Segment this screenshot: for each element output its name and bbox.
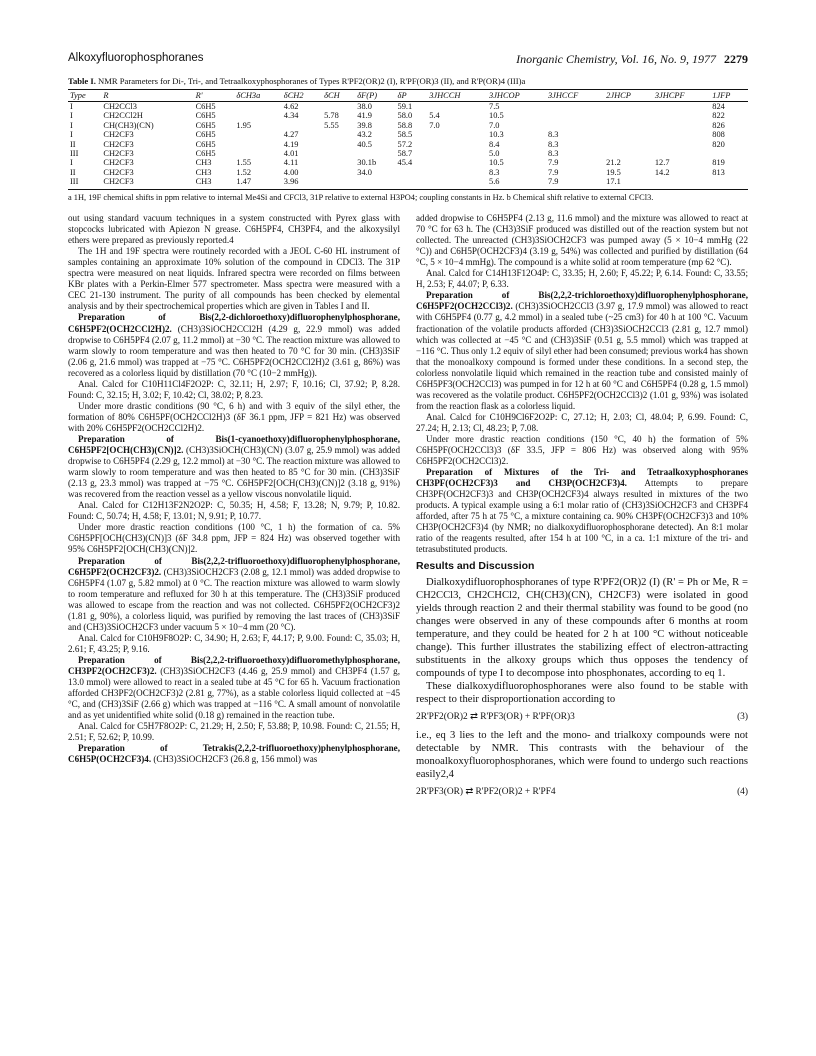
table-cell <box>282 121 322 130</box>
table-cell: 5.6 <box>487 177 546 189</box>
table-cell: 39.8 <box>357 120 372 130</box>
body-paragraph <box>68 522 400 555</box>
table-cell: CH2CCl3 <box>103 102 137 111</box>
paragraph-text: Under more drastic conditions (90 °C, 6 h) and with 3 equiv of the silyl ether, the formation of 80% C6H5PF(OCH2CCl2H)3 (δF 36.1 ppm, JFP = 821 Hz) was observed with 20% C6H5PF2(OCH2CCl2H)2. <box>68 400 400 433</box>
journal-citation: Inorganic Chemistry, Vol. 16, No. 9, 1977 <box>516 52 716 66</box>
table-cell: 38.0 <box>357 102 372 111</box>
table-header-cell: 2JHCP <box>604 90 653 102</box>
table-cell <box>604 140 653 149</box>
table-cell <box>427 158 487 167</box>
table-cell: 1.95 <box>236 120 252 130</box>
table-cell <box>710 149 748 158</box>
table-cell <box>427 102 487 112</box>
table-cell: CH3 <box>195 158 212 168</box>
table-cell <box>322 158 355 167</box>
equation-4-number: (4) <box>737 786 748 797</box>
table-cell: 7.9 <box>547 158 559 168</box>
table-cell <box>322 149 355 158</box>
table-label: Table I. <box>68 76 96 86</box>
table-cell: 7.5 <box>489 102 500 111</box>
table-cell <box>396 168 428 177</box>
table-cell <box>604 149 653 158</box>
table-cell: 4.62 <box>283 102 299 111</box>
body-paragraph <box>416 467 748 555</box>
table-header-cell: Type <box>68 90 101 102</box>
table-row <box>68 177 748 189</box>
right-column <box>416 213 748 804</box>
table-cell <box>604 121 653 130</box>
table-cell <box>234 140 281 149</box>
table-row <box>68 158 748 167</box>
table-cell <box>234 102 281 112</box>
body-paragraph <box>416 412 748 434</box>
table-cell: 822 <box>712 111 725 121</box>
table-caption <box>68 76 748 87</box>
table-cell: 7.9 <box>547 167 559 177</box>
table-cell: CH3 <box>194 177 235 189</box>
table-header-cell: 3JHCCH <box>427 90 487 102</box>
table-cell: III <box>68 177 101 189</box>
table-cell: 4.27 <box>283 130 299 140</box>
paragraph-text: Attempts to prepare CH3PF(OCH2CF3)3 and CH3P(OCH2CF3)4 always resulted in mixtures of the two products. A typical example using a 6:1 molar ratio of (CH3)3SiOCH2CF3 and CH3PF4 afforded, after 75 h at 75 °C, a mixture containing ca. 90% CH3PF(OCH2CF3)3 and 10% CH3P(OCH2CF3)4 (by NMR; no dialkoxydifluorophosphorane detected). An 8:1 molar ratio of the reagents resulted, after 154 h at 100 °C, in a ca. 1:1 mixture of the tri- and tetrasubstituted products. <box>416 478 748 555</box>
table-header-cell: δF(P) <box>355 90 395 102</box>
table-cell: 4.19 <box>283 139 299 149</box>
table-cell <box>427 177 487 189</box>
body-paragraph <box>68 655 400 721</box>
paragraph-heading: Preparation of Bis(1-cyanoethoxy)difluorophenylphosphorane, C6H5PF2[OCH(CH3)(CN)]2. <box>68 434 400 456</box>
body-paragraph <box>416 290 748 412</box>
body-paragraph <box>68 743 400 765</box>
table-footnote: a 1H, 19F chemical shifts in ppm relative to internal Me4Si and CFCl3, 31P relative to external H3PO4; coupling constants in Hz. b Chemical shift relative to external CFCl3. <box>68 192 654 202</box>
table-cell: 8.3 <box>489 167 500 177</box>
paragraph-heading: Preparation of Bis(2,2,2-trifluoroethoxy)difluorophenylphosphorane, C6H5PF2(OCH2CF3)2. <box>68 555 400 577</box>
table-cell <box>355 177 395 189</box>
table-cell: 14.2 <box>654 167 670 177</box>
body-paragraph <box>68 213 400 246</box>
table-cell: 58.0 <box>397 111 413 121</box>
table-cell: III <box>70 149 79 159</box>
table-cell: 1.52 <box>236 167 252 177</box>
table-cell <box>546 111 604 120</box>
table-cell <box>653 149 710 158</box>
table-cell <box>653 177 710 189</box>
table-header-row <box>68 90 748 102</box>
table-cell <box>355 149 395 158</box>
table-cell: 826 <box>712 120 725 130</box>
paragraph-heading: Preparation of Bis(2,2,2-trichloroethoxy)difluorophenylphosphorane, C6H5PF2(OCH2CCl3)2. <box>416 290 748 312</box>
body-paragraph <box>68 246 400 312</box>
table-cell: 8.3 <box>547 149 559 159</box>
results-paragraph: Dialkoxydifluorophosphoranes of type R'PF2(OR)2 (I) (R' = Ph or Me, R = CH2CCl3, CH2CHCl2, CH(CH3)(CN), CH2CF3) were isolated in good yields through reaction 2 and their thermal stability was found to be good (no changes were observed in any of these compounds after 6 months at room temperature, and they could be heated for 2 h at 100 °C without noticeable change). This further illustrates the stabilizing effect of electron-attracting substituents in the alkoxy groups which thus opposes the tendency of compounds of type I to decompose into phosphonates, according to eq 1. <box>416 576 748 679</box>
table-cell <box>653 130 710 139</box>
table-header-cell: R' <box>194 90 235 102</box>
table-row <box>68 121 748 130</box>
table-cell: I <box>70 120 73 130</box>
paragraph-text: Anal. Calcd for C10H11Cl4F2O2P: C, 32.11; H, 2.97; F, 10.16; Cl, 37.92; P, 8.28. Found: C, 32.15; H, 3.02; F, 10.42; Cl, 38.02; P, 8.23. <box>68 378 400 400</box>
table-cell: 12.7 <box>654 158 670 168</box>
table-cell <box>546 121 604 130</box>
table-cell: CH2CF3 <box>103 139 134 149</box>
paragraph-heading: Preparation of Bis(2,2-dichloroethoxy)difluorophenylphosphorane, C6H5PF2(OCH2CCl2H)2. <box>68 312 400 334</box>
table-cell <box>546 102 604 112</box>
paragraph-heading: Preparation of Tetrakis(2,2,2-trifluoroethoxy)phenylphosphorane, C6H5P(OCH2CF3)4. <box>68 743 400 765</box>
table-row <box>68 168 748 177</box>
table-cell: CH3 <box>195 167 212 177</box>
table-row <box>68 102 748 112</box>
paragraph-heading: Preparation of Bis(2,2,2-trifluoroethoxy)difluoromethylphosphorane, CH3PF2(OCH2CF3)2. <box>68 654 400 676</box>
equation-3-number: (3) <box>737 711 748 722</box>
results-text <box>416 576 748 706</box>
paragraph-text: (CH3)3SiOCH2CCl3 (3.97 g, 17.9 mmol) was allowed to react with C6H5PF4 (0.77 g, 4.2 mmol) in a sealed tube (~25 cm3) for 40 h at 100 °C. Vacuum fractionation of the volatile products afforded (CH3)3SiOCH2CCl3 (2.81 g, 12.7 mmol) which was collected at −45 °C and (CH3)3SiF (0.51 g, 5.5 mmol) which was trapped at −116 °C. Thus only 1.2 equiv of silyl ether had been consumed; previous work4 has shown that the monoalkoxy compound is formed under these conditions. In a second step, the colorless nonvolatile liquid which remained in the reaction tube and consisted mainly of C6H5PF3(OCH2CCl3) was pumped in for 12 h at 60 °C and C6H5PF4 (0.28 g, 1.5 mmol) was recovered as the volatile product. C6H5PF2(OCH2CCl3)2 (1.01 g, 93%) was isolated from the reaction flask as a colorless liquid. <box>416 301 748 411</box>
table-cell: 58.8 <box>397 120 413 130</box>
table-cell: CH2CCl2H <box>103 111 143 121</box>
table-cell: 820 <box>712 139 725 149</box>
paragraph-text: Anal. Calcd for C12H13F2N2O2P: C, 50.35; H, 4.58; F, 13.28; N, 9.79; P, 10.82. Found: C, 50.74; H, 4.58; F, 13.01; N, 9.91; P, 10.77. <box>68 500 400 522</box>
table-cell: 824 <box>712 102 725 111</box>
table-cell <box>604 130 653 139</box>
paragraph-text: (CH3)3SiOCH2CF3 (2.08 g, 12.1 mmol) was added dropwise to C6H5PF4 (1.07 g, 5.82 mmol) at 0 °C. The reaction mixture was allowed to warm slowly to room temperature and refluxed for 30 h at this temperature. The (CH3)3SiF produced was allowed to escape from the reaction and was not collected. C6H5PF2(OCH2CF3)2 (1.81 g, 90%), a colorless liquid, was purified by removing the last traces of (CH3)3SiF and (CH3)3SiOCH2CF3 under vacuum 5 × 10−4 mm (20 °C). <box>68 566 400 632</box>
body-paragraph <box>68 434 400 500</box>
table-header-cell: R <box>101 90 193 102</box>
table-cell <box>604 111 653 120</box>
body-paragraph <box>68 401 400 434</box>
table-cell <box>234 130 281 139</box>
table-row <box>68 140 748 149</box>
table-cell: 19.5 <box>606 167 621 177</box>
paragraph-text: added dropwise to C6H5PF4 (2.13 g, 11.6 mmol) and the mixture was allowed to react at 70 °C for 63 h. The (CH3)3SiF produced was distilled out of the reaction system but not collected. The unreacted (CH3)3SiOCH2CF3 was pumped away (5 × 10−4 mmHg (22 °C)) and C6H5P(OCH2CF3)4 (3.19 g, 54%) was collected and purified by distillation (64 °C, 5 × 10−4 mmHg). The compound is a white solid at room temperature (mp 62 °C). <box>416 213 748 268</box>
table-cell <box>710 177 748 189</box>
table-cell: 40.5 <box>357 139 372 149</box>
body-paragraph <box>68 721 400 743</box>
paragraph-text: (CH3)3SiOCH2CF3 (26.8 g, 156 mmol) was <box>151 754 318 765</box>
body-paragraph <box>68 379 400 401</box>
table-cell: 57.2 <box>397 139 413 149</box>
table-cell <box>427 149 487 158</box>
table-cell: 7.0 <box>429 120 440 130</box>
table-cell: II <box>70 167 76 177</box>
table-cell: 808 <box>712 130 725 140</box>
table-cell: I <box>70 130 73 140</box>
body-paragraph <box>68 312 400 378</box>
paragraph-text: out using standard vacuum techniques in a system constructed with Pyrex glass with stopcocks lubricated with Apiezon N grease. C6H5PF4, CH3PF4, and the alkoxysilyl ethers were prepared as previously reported.4 <box>68 213 400 246</box>
table-cell: 1.47 <box>234 177 281 189</box>
paragraph-text: Under more drastic reaction conditions (150 °C, 40 h) the formation of 5% C6H5PF(OCH2CCl3)3 (δF 33.5, JFP = 806 Hz) was observed along with 95% C6H5PF2(OCH2CCl3)2. <box>416 434 748 467</box>
table-cell: CH2CF3 <box>101 177 193 189</box>
table-cell: 8.3 <box>547 130 559 140</box>
nmr-table <box>68 89 748 190</box>
table-cell: C6H5 <box>195 149 216 159</box>
paragraph-text: Anal. Calcd for C14H13F12O4P: C, 33.35; H, 2.60; F, 45.22; P, 6.14. Found: C, 33.55; H, 2.53; F, 44.07; P, 6.33. <box>416 268 748 290</box>
table-body <box>68 102 748 190</box>
table-cell: 5.4 <box>429 111 440 121</box>
table-cell: 4.00 <box>283 167 299 177</box>
table-cell: 21.2 <box>606 158 621 168</box>
paragraph-text: Anal. Calcd for C5H7F8O2P: C, 21.29; H, 2.50; F, 53.88; P, 10.98. Found: C, 21.55; H, 2.51; F, 52.62; P, 10.99. <box>68 721 400 743</box>
table-cell <box>653 140 710 149</box>
table-cell: 8.4 <box>489 139 500 149</box>
table-cell: C6H5 <box>195 120 216 130</box>
table-header-cell: δCH2 <box>282 90 322 102</box>
table-cell: 30.1b <box>357 158 377 168</box>
header-journal <box>516 52 748 70</box>
paragraph-text: Anal. Calcd for C10H9Cl6F2O2P: C, 27.12; H, 2.03; Cl, 48.04; P, 6.99. Found: C, 27.24; H, 2.13; Cl, 48.23; P, 7.08. <box>416 411 748 433</box>
header-title: Alkoxyfluorophosphoranes <box>68 52 204 64</box>
table-cell <box>322 168 355 177</box>
page-number: 2279 <box>724 52 748 66</box>
table-row <box>68 130 748 139</box>
table-cell: 813 <box>712 167 725 177</box>
left-column <box>68 213 400 804</box>
table-title: NMR Parameters for Di-, Tri-, and Tetraalkoxyphosphoranes of Types R'PF2(OR)2 (I), R'PF(OR)3 (II), and R'P(OR)4 (III)a <box>98 76 526 86</box>
table-cell: 45.4 <box>397 158 413 168</box>
body-paragraph <box>416 213 748 268</box>
table-cell: 7.0 <box>489 120 500 130</box>
table-cell <box>427 168 487 177</box>
table-cell: C6H5 <box>195 130 216 140</box>
equation-4 <box>416 787 748 798</box>
table-header-cell: 3JHCPF <box>653 90 710 102</box>
table-cell: 34.0 <box>357 167 372 177</box>
table-cell: 5.78 <box>324 111 339 121</box>
table-header-cell: 3JHCCF <box>546 90 604 102</box>
table-cell: 1.55 <box>236 158 252 168</box>
paragraph-text: Anal. Calcd for C10H9F8O2P: C, 34.90; H, 2.63; F, 44.17; P, 9.00. Found: C, 35.03; H, 2.61; F, 43.25; P, 9.16. <box>68 632 400 654</box>
table-cell: 5.0 <box>489 149 500 159</box>
paragraph-heading: Preparation of Mixtures of the Tri- and Tetraalkoxyphosphoranes CH3PF(OCH2CF3)3 and CH3P(OCH2CF3)4. <box>416 467 748 489</box>
table-cell: 43.2 <box>357 130 372 140</box>
table-cell: I <box>70 158 73 168</box>
table-cell: C6H5 <box>195 102 216 111</box>
table-header-cell: δCH3a <box>234 90 281 102</box>
table-header-cell: δCH <box>322 90 355 102</box>
equation-4-text: 2R'PF3(OR) ⇄ R'PF2(OR)2 + R'PF4 <box>416 786 556 797</box>
table-row <box>68 111 748 120</box>
table-cell: 59.1 <box>397 102 413 111</box>
table-header-cell: δP <box>396 90 428 102</box>
body-paragraph <box>68 500 400 522</box>
equation-3-text: 2R'PF2(OR)2 ⇄ R'PF3(OR) + R'PF(OR)3 <box>416 711 575 722</box>
table-cell: 7.9 <box>546 177 604 189</box>
results-paragraph: These dialkoxydifluorophosphoranes were also found to be stable with respect to their disproportionation according to <box>416 680 748 705</box>
table-cell: 5.55 <box>324 120 339 130</box>
table-cell <box>322 177 355 189</box>
table-cell: 10.5 <box>489 111 504 121</box>
table-cell: 4.01 <box>283 149 299 159</box>
table-cell <box>234 149 281 158</box>
running-header <box>68 52 748 70</box>
table-cell: 4.34 <box>283 111 299 121</box>
body-columns <box>68 213 748 804</box>
table-header-cell: 1JFP <box>710 90 748 102</box>
table-cell <box>653 102 710 112</box>
table-row <box>68 149 748 158</box>
table-cell: CH(CH3)(CN) <box>103 120 154 130</box>
table-cell: 819 <box>712 158 725 168</box>
table-cell: 10.5 <box>489 158 504 168</box>
body-paragraph <box>68 633 400 655</box>
paragraph-text: (CH3)3SiOCH2CF3 (4.46 g, 25.9 mmol) and CH3PF4 (1.57 g, 13.0 mmol) were allowed to react in a sealed tube at 45 °C for 65 h. Vacuum fractionation afforded CH3PF2(OCH2CF3)2 (2.81 g, 77%), as a stable colorless liquid collected at −45 °C, and (CH3)3SiF (2.66 g) which was trapped at −116 °C. A small amount of nonvolatile and as yet unidentified white solid (0.18 g) remained in the reaction tube. <box>68 665 400 721</box>
table-cell: 58.7 <box>397 149 413 159</box>
table-cell <box>322 140 355 149</box>
table-cell: 58.5 <box>397 130 413 140</box>
table-cell: I <box>70 102 73 111</box>
table-cell: CH2CF3 <box>103 158 134 168</box>
table-cell <box>653 111 710 120</box>
table-cell: 41.9 <box>357 111 372 121</box>
body-paragraph <box>416 434 748 467</box>
table-cell: I <box>70 111 73 121</box>
paragraph-text: Under more drastic reaction conditions (100 °C, 1 h) the formation of ca. 5% C6H5PF[OCH(CH3)(CN)]3 (δF 34.8 ppm, JFP = 824 Hz) was observed together with 95% C6H5PF2[OCH(CH3)(CN)]2. <box>68 522 400 555</box>
table-cell: 8.3 <box>547 139 559 149</box>
journal-page <box>68 52 748 804</box>
paragraph-text: (CH3)3SiOCH2CCl2H (4.29 g, 22.9 mmol) was added dropwise to C6H5PF4 (2.07 g, 11.2 mmol) at −30 °C. The reaction mixture was allowed to warm slowly to room temperature and was then heated to 70 °C for 30 min. (CH3)3SiF (2.06 g, 21.6 mmol) was trapped at −75 °C. C6H5PF2(OCH2CCl2H)2 (3.61 g, 86%) was recovered as a colorless liquid by distillation (70 °C (10−2 mmHg)). <box>68 323 400 378</box>
table-cell <box>427 140 487 149</box>
table-cell: 10.3 <box>489 130 504 140</box>
section-heading: Results and Discussion <box>416 559 535 572</box>
table-cell <box>322 130 355 139</box>
table-cell <box>234 111 281 120</box>
table-cell: CH2CF3 <box>103 167 134 177</box>
results-paragraph: i.e., eq 3 lies to the left and the mono- and trialkoxy compounds were not detectable by NMR. This contrasts with the behaviour of the monoalkoxyfluorophosphoranes, which were found to undergo such reactions easily2,4 <box>416 729 748 780</box>
table-cell: C6H5 <box>195 139 216 149</box>
body-paragraph <box>68 556 400 633</box>
table-header-cell: 3JHCOP <box>487 90 546 102</box>
table-cell: CH2CF3 <box>103 130 134 140</box>
table-cell <box>653 121 710 130</box>
body-paragraph <box>416 268 748 290</box>
table-cell <box>396 177 428 189</box>
table-cell: 4.11 <box>283 158 299 168</box>
table-cell <box>427 130 487 139</box>
table-cell: 17.1 <box>604 177 653 189</box>
table-cell: CH2CF3 <box>103 149 134 159</box>
paragraph-text: The 1H and 19F spectra were routinely recorded with a JEOL C-60 HL instrument of samples containing an approximate 10% solution of the compound in CDCl3. The 31P spectra were measured on neat liquids. Infrared spectra were recorded on films between KBr plates with a Perkin-Elmer 577 spectrometer. Mass spectra were measured with a CEC 21-130 instrument. The purity of all compounds has been checked by elemental analysis and by their spectrochemical properties which are given in Tables I and II. <box>68 246 400 312</box>
table-cell <box>604 102 653 112</box>
table-cell: 3.96 <box>282 177 322 189</box>
paragraph-text: (CH3)3SiOCH(CH3)(CN) (3.07 g, 25.9 mmol) was added dropwise to C6H5PF4 (2.29 g, 12.2 mmol) at −30 °C. The reaction mixture was allowed to warm slowly to room temperature and was then heated to 85 °C for 30 min. (CH3)3SiF (2.13 g, 23.3 mmol) was trapped at −75 °C. C6H5PF2[OCH(CH3)(CN)]2 (3.18 g, 91%) was recovered from the reaction vessel as a yellow viscous nonvolatile liquid. <box>68 445 400 500</box>
table-cell <box>322 102 355 112</box>
table-cell: II <box>70 139 76 149</box>
table-cell: C6H5 <box>195 111 216 121</box>
equation-3 <box>416 712 748 723</box>
